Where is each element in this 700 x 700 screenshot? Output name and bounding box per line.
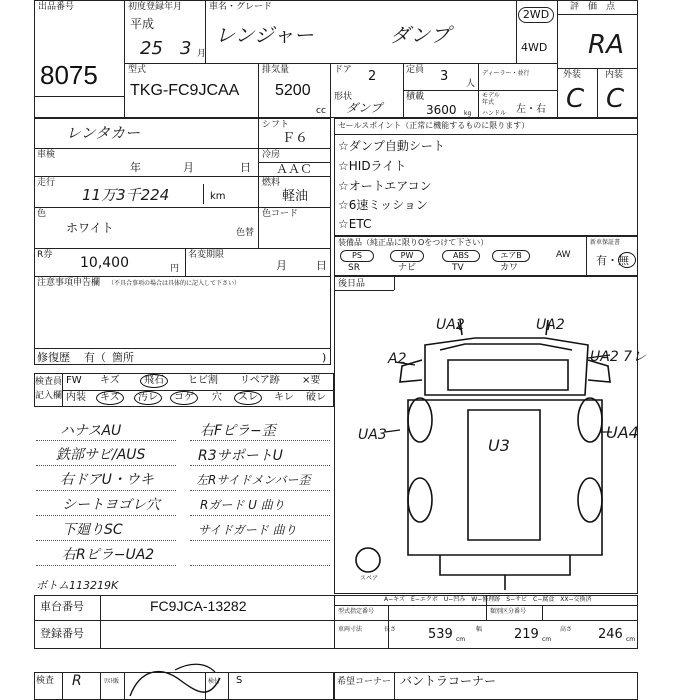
shape: ダンプ: [346, 101, 383, 115]
interior-item: 破レ: [306, 392, 326, 403]
inspect-label: 検査: [36, 676, 55, 686]
equipment-title: 装備品（純正品に限りOをつけて下さい）: [338, 238, 489, 247]
repaint-label: 色替: [236, 228, 255, 238]
note-left: 右Rピラ−UA2: [62, 547, 155, 563]
damage-legend: A−キズ E−エクボ U−凹み W−修理跡 S−サビ C−腐食 XX−交換済: [384, 596, 592, 603]
height: 246: [598, 627, 623, 642]
signature-scribble: [120, 660, 243, 700]
handle-label: ハンドル: [482, 110, 507, 117]
doors-label: ドア: [334, 65, 352, 75]
cc-unit: cc: [316, 106, 326, 116]
interior-circle: [134, 391, 162, 405]
load-label: 積載: [406, 92, 425, 102]
note-right: 左Rサイドメンバー歪: [196, 473, 311, 487]
note-left: ハナスAU: [60, 423, 122, 439]
color-code-label: 色コード: [262, 209, 299, 219]
inspector-label-2: 記入欄: [35, 391, 63, 401]
model-label: 型式: [128, 65, 147, 75]
damage-mark: UA4: [606, 423, 639, 442]
fw-circle: [140, 374, 168, 388]
warranty-circle: [618, 252, 636, 268]
interior-circle: [234, 391, 262, 405]
color-label: 色: [37, 209, 47, 219]
reg-no-label: 登録番号: [40, 627, 84, 640]
height-unit: cm: [626, 636, 636, 643]
height-label: 高さ: [560, 626, 573, 633]
note-right: Rガード U 曲り: [200, 498, 285, 512]
fw-item: ヒビ割: [188, 375, 218, 386]
shift: Ｆ６: [282, 131, 309, 146]
model-year-label: モデル 年式: [482, 92, 500, 106]
km-unit: km: [210, 191, 226, 202]
month-unit: 月: [197, 49, 207, 59]
pattern-label: 検付: [208, 678, 221, 685]
fw-item: ×要: [302, 375, 321, 386]
fw-item: 飛石: [144, 375, 164, 386]
capacity: 3: [440, 69, 449, 84]
damage-mark: UA2: [436, 317, 465, 333]
chassis-label: 車台番号: [40, 600, 84, 613]
interior-row-label: 内装: [66, 392, 86, 403]
chassis-number: FC9JCA-13282: [150, 598, 247, 614]
repair-unit: 箇所: [112, 351, 134, 364]
fw-label: FW: [66, 375, 82, 386]
spare-label: スペア: [360, 575, 379, 582]
color: ホワイト: [66, 221, 114, 235]
grade: ダンプ: [390, 23, 451, 47]
displacement-label: 排気量: [262, 65, 290, 75]
repair-close: ): [322, 351, 327, 364]
class-label: 類別区分番号: [490, 608, 527, 615]
fw-item: キズ: [100, 375, 120, 386]
shape-label: 形状: [334, 92, 353, 102]
equip-nav: ナビ: [398, 263, 417, 273]
corner-label: 希望コーナー: [337, 677, 392, 687]
capacity-label: 定員: [406, 65, 425, 75]
score: RA: [588, 30, 624, 60]
repair-value: 有（: [84, 351, 106, 364]
note-left: 右ドアU・ウキ: [60, 472, 154, 488]
inspector-label-1: 検査員: [35, 377, 63, 387]
interior-circle: [170, 391, 198, 405]
note-left: ボトム113219K: [36, 579, 119, 592]
fw-item: リペア跡: [240, 375, 280, 386]
notes-label: 注意事項申告欄: [37, 278, 101, 288]
model-designation-label: 型式指定番号: [338, 608, 375, 615]
interior-item: キズ: [100, 392, 120, 403]
exterior-label: 外装: [563, 70, 582, 80]
exterior-grade: C: [566, 84, 585, 114]
selling-points-title: セールスポイント（正常に機能するものに限ります）: [338, 121, 530, 130]
shift-label: シフト: [262, 120, 290, 130]
selling-point-item: ☆ダンプ自動シート: [338, 139, 445, 153]
lot-number: 8075: [40, 60, 98, 90]
month-unit-2: 月: [183, 161, 194, 174]
meigi-label: 名変期限: [188, 250, 225, 260]
equip-sr: SR: [348, 263, 360, 273]
note-left: 鉄部サビ/AUS: [56, 447, 146, 463]
inspection-label: 車検: [37, 150, 56, 160]
damage-mark: UA2 7レ: [590, 349, 647, 365]
s-label: S: [236, 675, 243, 686]
note-left: シートヨゴレ穴: [62, 497, 160, 513]
damage-mark: UA3: [358, 427, 387, 443]
fuel-label: 燃料: [262, 178, 281, 188]
fuel: 軽油: [282, 189, 309, 204]
selling-point-item: ☆オートエアコン: [338, 179, 432, 193]
handle-value: 左・右: [516, 104, 546, 115]
equip-aw: AW: [556, 250, 571, 260]
interior-item: 汚レ: [138, 392, 158, 403]
doors: 2: [368, 69, 377, 84]
note-right: 右Fピラ−歪: [200, 423, 276, 439]
size-label: 車両寸法: [338, 626, 363, 633]
interior-circle: [96, 391, 124, 405]
interior-item: 穴: [212, 392, 222, 403]
width: 219: [514, 627, 539, 642]
list-label: ﾘｽﾄ販: [104, 678, 120, 685]
kg-unit: kg: [464, 110, 472, 117]
cooling: ＡＡＣ: [276, 162, 313, 176]
yen-unit: 円: [170, 264, 180, 274]
interior-label: 内装: [605, 70, 624, 80]
inspect-value: R: [72, 673, 82, 689]
corner-value: バントラコーナー: [400, 674, 497, 688]
note-right: R3サポートU: [198, 448, 283, 464]
width-label: 幅: [476, 626, 483, 633]
width-unit: cm: [542, 636, 552, 643]
damage-mark: U3: [488, 436, 510, 455]
equip-airbag: エアB: [492, 250, 530, 262]
selling-point-item: ☆ETC: [338, 217, 372, 231]
reg-year: 25: [140, 38, 163, 59]
reg-label: 初度登録年月: [128, 2, 183, 12]
damage-mark: UA2: [536, 317, 565, 333]
eval-label: 評 価 点: [570, 2, 616, 12]
year-unit: 年: [130, 161, 141, 174]
dealer-label: ディーラー・並行: [482, 70, 530, 77]
interior-item: キレ: [274, 392, 294, 403]
equip-tv: TV: [452, 263, 464, 273]
note-right: サイドガード 曲り: [198, 523, 297, 537]
warranty-label: 新車保証書: [590, 239, 621, 246]
meigi-month: 月: [276, 259, 287, 272]
usage-frame: [34, 118, 331, 365]
cooling-label: 冷房: [262, 150, 281, 160]
car-name: レンジャー: [215, 23, 314, 47]
usage-value: レンタカー: [66, 124, 141, 142]
equip-ps: PS: [340, 250, 374, 262]
recycle-label: R券: [37, 250, 53, 260]
damage-mark: A2: [388, 351, 407, 367]
lot-label: 出品番号: [38, 2, 75, 12]
warranty-value: 有・無: [596, 254, 629, 267]
length: 539: [428, 627, 453, 642]
day-unit: 日: [240, 161, 251, 174]
interior-item: コゲ: [174, 392, 194, 403]
reg-month: 3: [180, 38, 192, 59]
mileage: 11万3千224: [82, 186, 170, 204]
name-label: 車名・グレード: [209, 2, 273, 12]
back-label: 後日品: [338, 279, 366, 289]
equip-abs: ABS: [442, 250, 480, 262]
note-left: 下廻りSC: [62, 522, 123, 538]
length-unit: cm: [456, 636, 466, 643]
repair-label: 修復歴: [37, 351, 70, 364]
mileage-label: 走行: [37, 178, 56, 188]
interior-grade: C: [606, 84, 625, 114]
interior-item: スレ: [238, 392, 258, 403]
meigi-day: 日: [316, 259, 327, 272]
selling-point-item: ☆6速ミッション: [338, 198, 428, 212]
selling-points-frame: [334, 118, 638, 236]
drive-2wd: 2WD: [518, 7, 554, 23]
load: 3600: [426, 103, 457, 117]
selling-point-item: ☆HIDライト: [338, 159, 407, 173]
model: TKG-FC9JCAA: [130, 82, 240, 99]
length-label: 長さ: [384, 626, 397, 633]
recycle: 10,400: [80, 255, 129, 271]
era: 平成: [130, 17, 155, 31]
equip-pw: PW: [390, 250, 424, 262]
person-unit: 人: [466, 79, 476, 89]
notes-sub: （不具合事項の場合は具体的に記入して下さい）: [108, 280, 241, 287]
displacement: 5200: [275, 82, 311, 99]
equip-leather: カワ: [500, 263, 519, 273]
drive-4wd: 4WD: [521, 41, 548, 54]
